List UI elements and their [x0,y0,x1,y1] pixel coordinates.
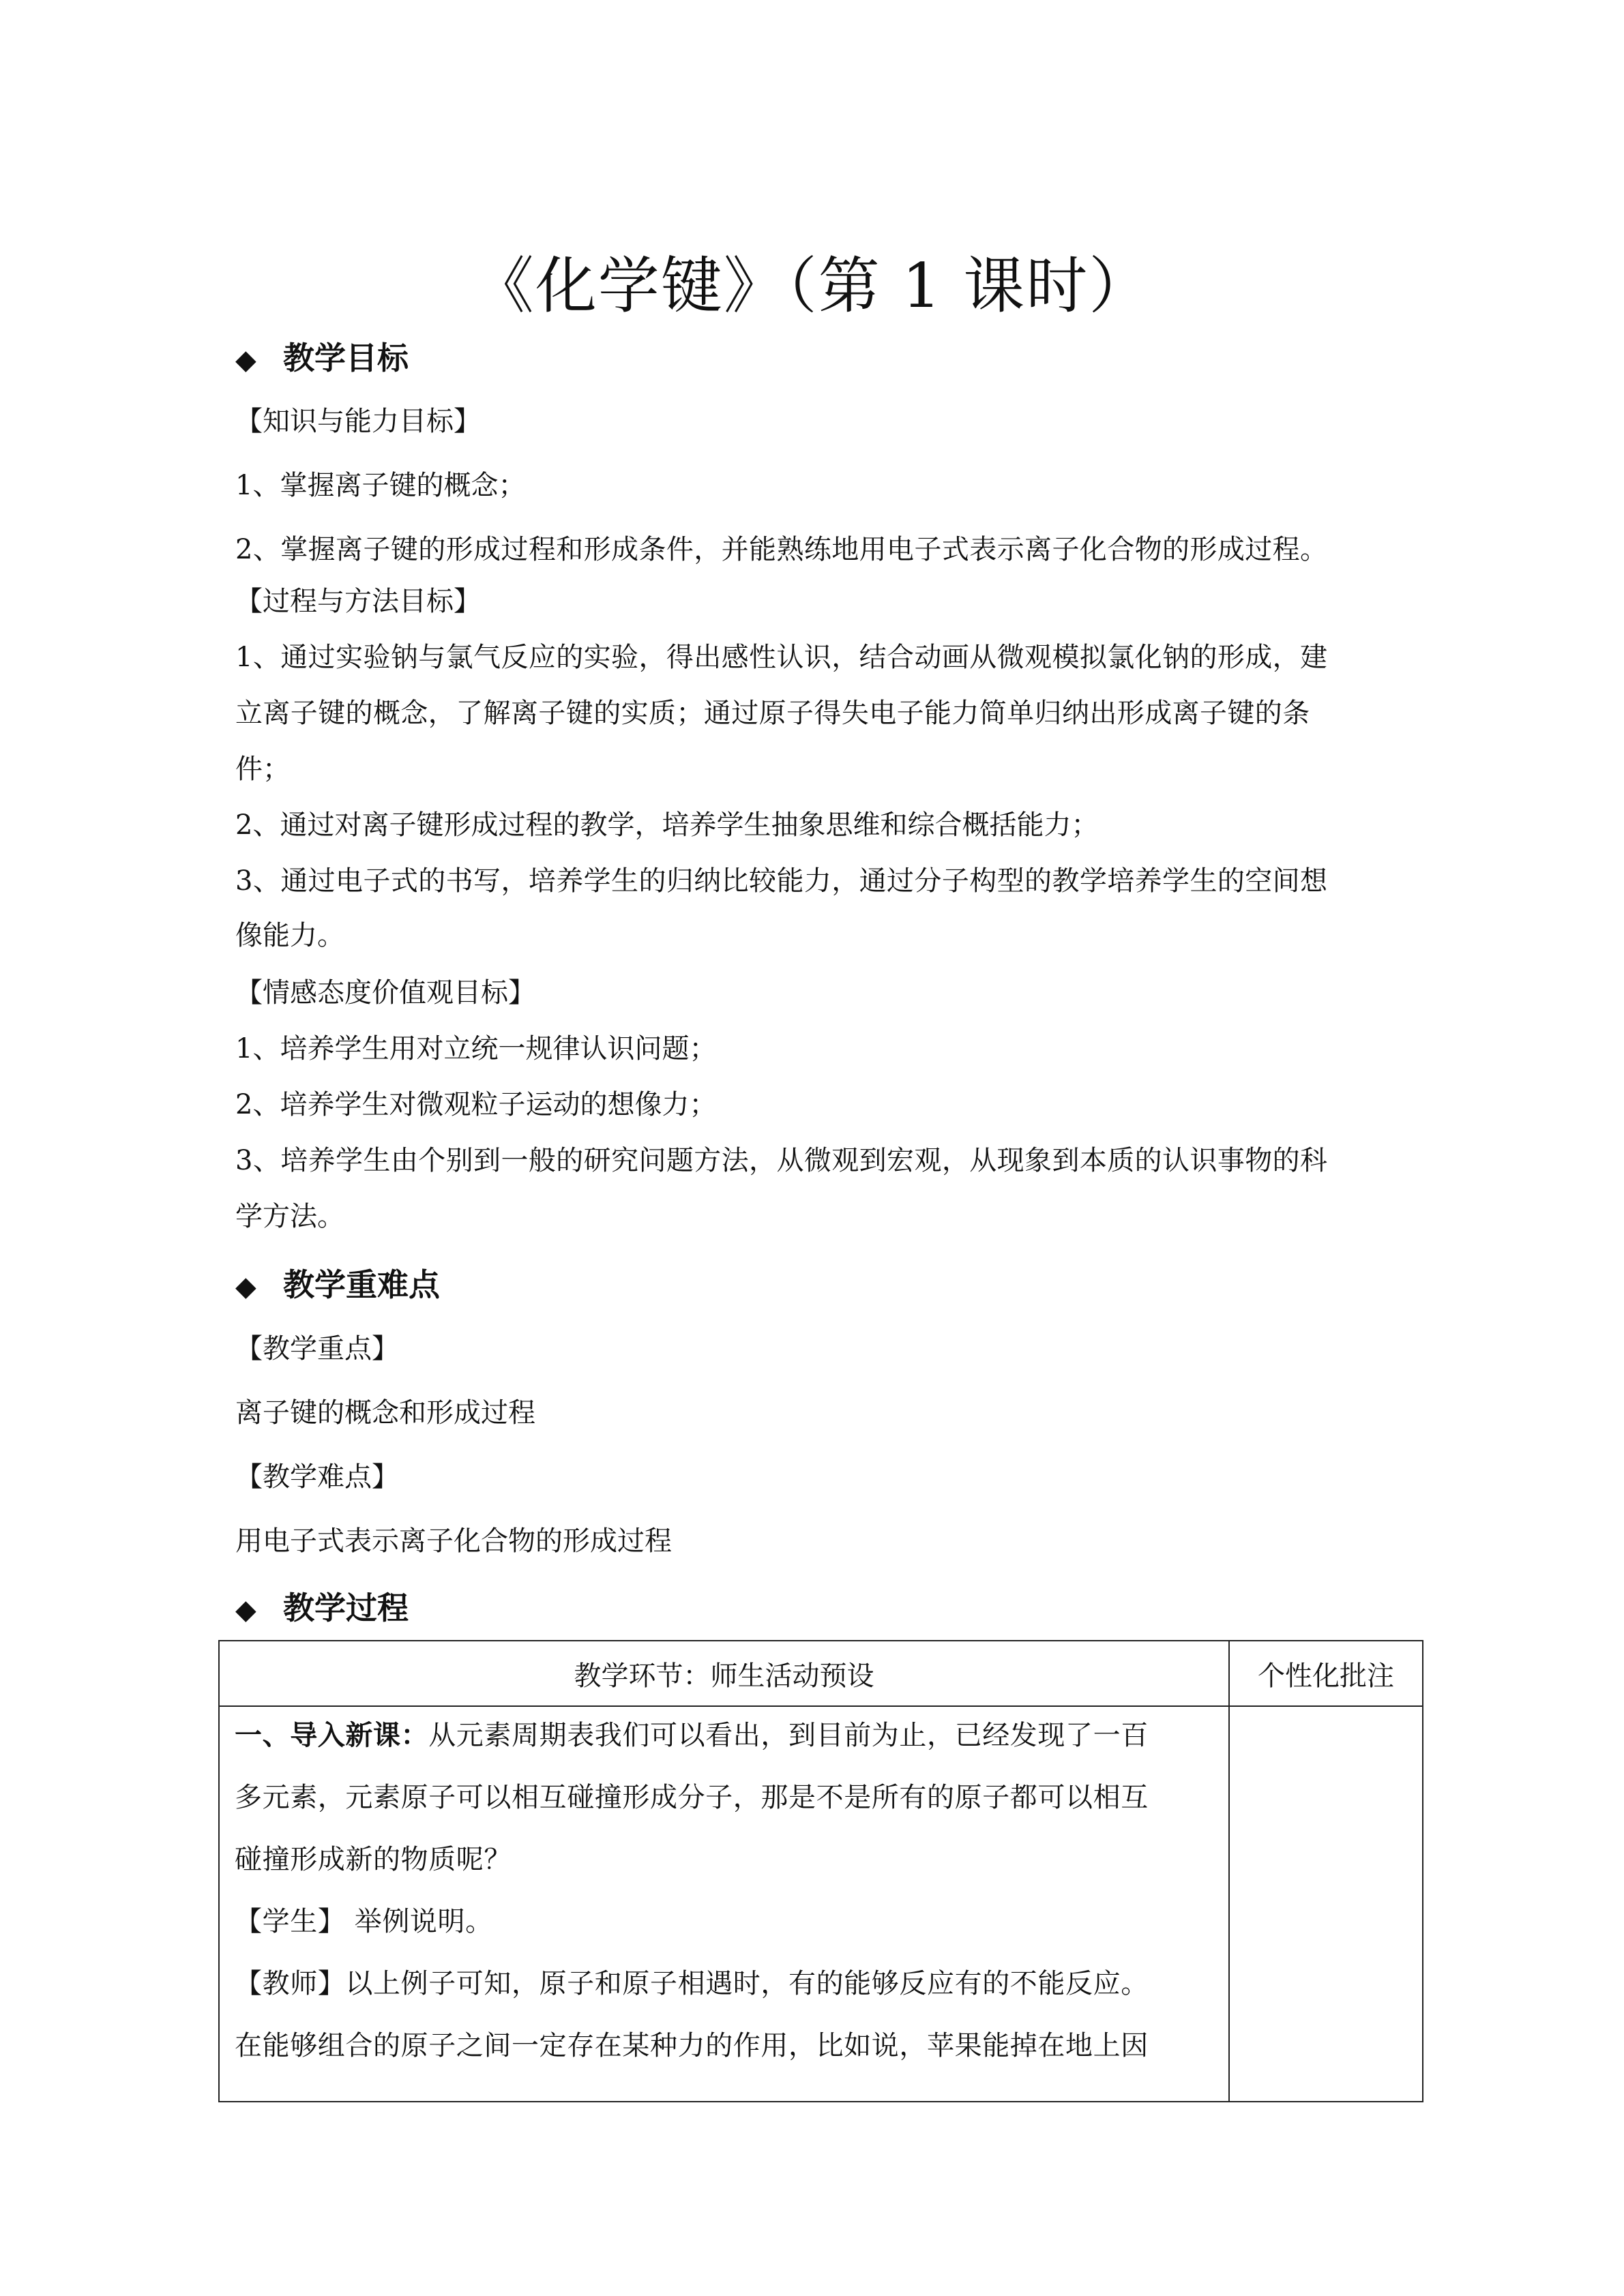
table-cell-line [220,1707,1228,1767]
process-goal-line: 3、通过电子式的书写，培养学生的归纳比较能力，通过分子构型的教学培养学生的空间想 [235,865,1328,897]
process-goals-label: 【过程与方法目标】 [235,586,481,617]
section-heading-key-points-text: 教学重难点 [283,1266,440,1303]
process-goal-line: 2、通过对离子键形成过程的教学，培养学生抽象思维和综合概括能力； [235,809,1099,841]
table-row [219,1706,1423,2102]
section-heading-process [235,1587,409,1630]
table-cell-line: 【学生】 举例说明。 [235,1906,493,1937]
emotion-goal-line: 2、培养学生对微观粒子运动的想像力； [235,1089,717,1120]
intro-bold-lead: 一、导入新课： [235,1720,429,1751]
table-cell-line: 在能够组合的原子之间一定存在某种力的作用，比如说，苹果能掉在地上因 [235,2030,1149,2061]
section-heading-goals-text: 教学目标 [283,340,409,376]
teaching-process-table [218,1640,1423,2102]
section-heading-key-points [235,1264,440,1307]
diamond-bullet-icon: ◆ [235,1271,256,1302]
table-header-main: 教学环节：师生活动预设 [219,1641,1229,1706]
intro-text: 从元素周期表我们可以看出，到目前为止，已经发现了一百 [428,1720,1149,1751]
teaching-focus-text: 离子键的概念和形成过程 [235,1397,535,1429]
teaching-difficulty-text: 用电子式表示离子化合物的形成过程 [235,1525,672,1557]
emotion-goals-label: 【情感态度价值观目标】 [235,977,535,1009]
table-header-annotation: 个性化批注 [1229,1641,1423,1706]
teaching-focus-label: 【教学重点】 [235,1333,399,1365]
teaching-difficulty-label: 【教学难点】 [235,1461,399,1493]
diamond-bullet-icon: ◆ [235,1594,256,1626]
table-header-row [219,1641,1423,1706]
page-title: 《化学键》（第 1 课时） [472,250,1152,322]
table-cell-activities [219,1706,1229,2102]
process-goal-line: 立离子键的概念，了解离子键的实质；通过原子得失电子能力简单归纳出形成离子键的条 [235,698,1310,729]
emotion-goal-line: 1、培养学生用对立统一规律认识问题； [235,1033,717,1064]
table-cell-annotation [1229,1706,1423,2102]
section-heading-goals [235,338,409,381]
table-cell-line: 碰撞形成新的物质呢？ [235,1844,512,1875]
process-goal-line: 件； [235,754,290,785]
knowledge-goal-item-2: 2、掌握离子键的形成过程和形成条件，并能熟练地用电子式表示离子化合物的形成过程。 [235,534,1328,565]
process-goal-line: 1、通过实验钠与氯气反应的实验，得出感性认识，结合动画从微观模拟氯化钠的形成，建 [235,642,1328,673]
table-cell-line: 多元素，元素原子可以相互碰撞形成分子，那是不是所有的原子都可以相互 [235,1782,1149,1813]
section-heading-process-text: 教学过程 [283,1590,409,1626]
knowledge-goal-item-1: 1、掌握离子键的概念； [235,470,526,501]
knowledge-goals-label: 【知识与能力目标】 [235,406,481,437]
process-goal-line: 像能力。 [235,920,344,951]
table-cell-line: 【教师】以上例子可知，原子和原子相遇时，有的能够反应有的不能反应。 [235,1968,1149,1999]
emotion-goal-line: 学方法。 [235,1201,344,1232]
emotion-goal-line: 3、培养学生由个别到一般的研究问题方法，从微观到宏观，从现象到本质的认识事物的科 [235,1145,1328,1176]
diamond-bullet-icon: ◆ [235,344,256,376]
